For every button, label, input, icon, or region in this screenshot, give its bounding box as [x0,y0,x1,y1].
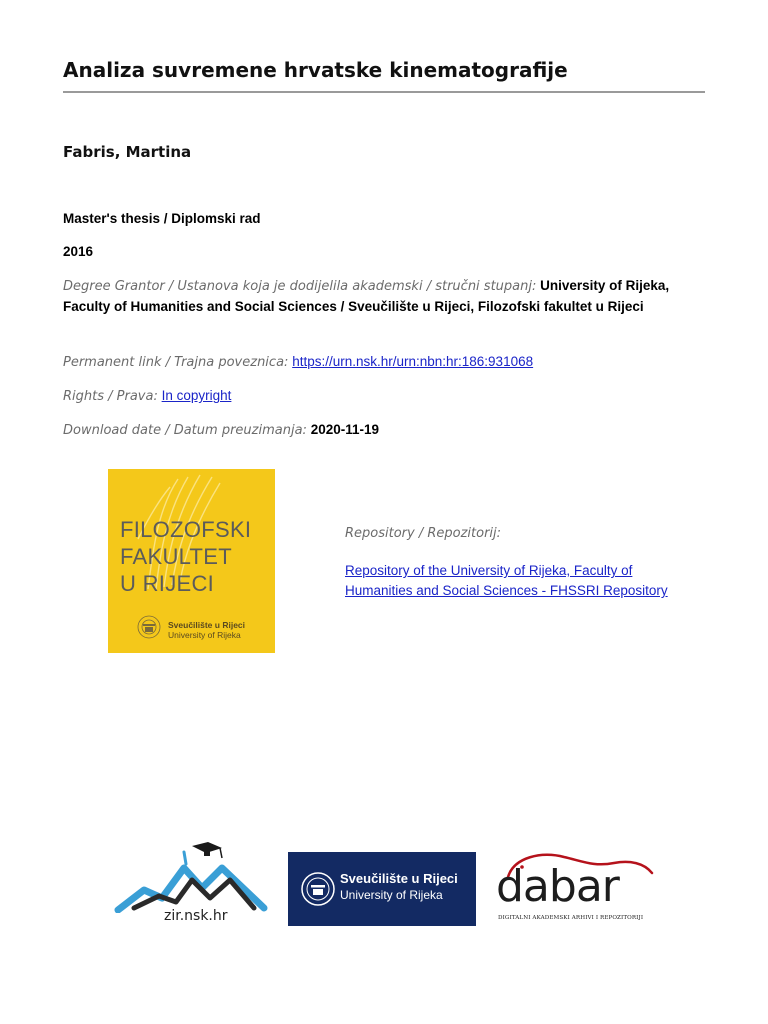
year [63,242,708,262]
faculty-logo-subtitle [168,620,245,640]
faculty-logo [108,469,275,653]
faculty-logo-line1: FILOZOFSKI [120,517,252,542]
university-logo [288,852,476,926]
degree-grantor-value: University of Rijeka, Faculty of Humanities and Social Sciences / Sveučilište u Rijeci, Filozofski fakultet u Rijeci [63,278,670,314]
rights [63,386,708,407]
download-date [63,420,708,441]
thesis-type-value: Master's thesis / Diplomski rad [63,211,261,226]
document-title: Analiza suvremene hrvatske kinematografije [63,58,568,82]
faculty-logo-sub1: Sveučilište u Rijeci [168,620,246,630]
download-date-value: 2020-11-19 [310,422,379,437]
dabar-logo-subtitle: DIGITALNI AKADEMSKI ARHIVI I REPOZITORIJI [498,915,644,921]
degree-grantor [63,276,708,317]
dabar-logo [494,845,656,927]
permanent-link-label: Permanent link / Trajna poveznica: [63,355,289,370]
faculty-logo-sub2: University of Rijeka [168,630,241,640]
faculty-logo-text [120,516,251,597]
zir-mountains-icon [114,838,279,913]
thesis-type [63,209,708,229]
university-logo-line2: University of Rijeka [340,888,443,902]
repository-label: Repository / Repozitorij: [345,526,502,541]
faculty-logo-line3: U RIJECI [120,571,215,596]
repository-link[interactable]: Repository of the University of Rijeka, Faculty of Humanities and Social Sciences - FHSSRI Repository [345,563,668,598]
dabar-logo-text: dabar [496,861,619,912]
faculty-logo-line2: FAKULTET [120,544,233,569]
university-seal-icon [298,869,338,909]
repository [345,561,675,601]
permanent-link-url[interactable]: https://urn.nsk.hr/urn:nbn:hr:186:931068 [292,354,534,369]
rights-link[interactable]: In copyright [161,388,232,403]
rights-label: Rights / Prava: [63,389,158,404]
year-value: 2016 [63,244,94,259]
download-date-label: Download date / Datum preuzimanja: [63,423,307,438]
degree-grantor-label: Degree Grantor / Ustanova koja je dodijelila akademski / stručni stupanj: [63,279,537,294]
zir-logo-text: zir.nsk.hr [164,908,228,924]
title-divider [63,91,705,93]
author-name: Fabris, Martina [63,143,192,161]
university-logo-line1: Sveučilište u Rijeci [340,871,458,886]
zir-logo [114,838,279,930]
permanent-link [63,352,708,373]
